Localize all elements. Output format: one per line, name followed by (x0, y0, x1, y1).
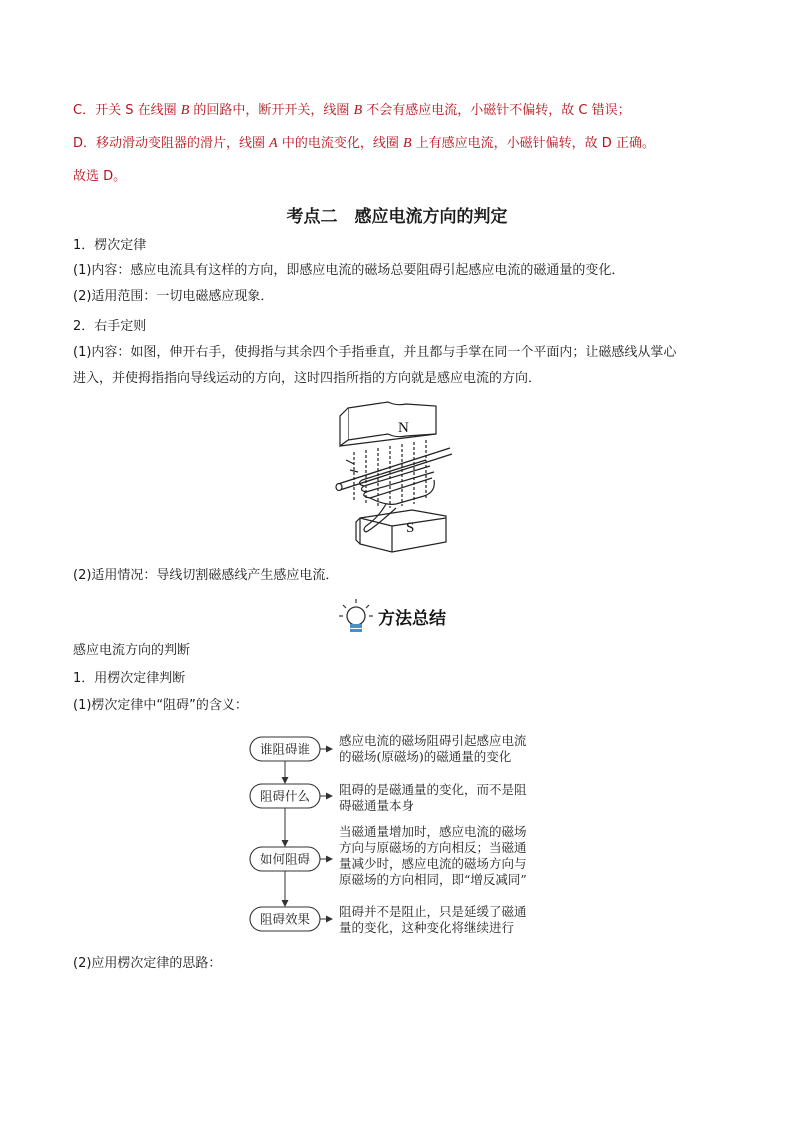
flow-description-line: 方向与原磁场的方向相反；当磁通 (339, 840, 527, 855)
right-hand-rule-content-2: 进入，并使拇指指向导线运动的方向，这时四指所指的方向就是感应电流的方向． (73, 371, 542, 386)
lenz-law-content: (1)内容：感应电流具有这样的方向，即感应电流的磁场总要阻碍引起感应电流的磁通量的变化． (73, 263, 625, 278)
text-fragment: 上有感应电流，小磁针偏转，故 D 正确。 (411, 136, 655, 151)
text-fragment: 不会有感应电流，小磁针不偏转，故 C 错误； (362, 103, 631, 118)
variable-b: B (353, 103, 363, 118)
flow-description-line: 当磁通量增加时，感应电流的磁场 (339, 824, 527, 839)
right-hand-rule-content-1: (1)内容：如图，伸开右手，使拇指与其余四个手指垂直，并且都与手掌在同一个平面内；让磁感线从掌心 (73, 345, 677, 360)
flow-description-line: 碍磁通量本身 (339, 798, 415, 813)
lenz-hindrance-flowchart (245, 730, 555, 945)
lenz-law-scope: (2)适用范围：一切电磁感应现象． (73, 289, 274, 304)
text-fragment: 的回路中，断开开关，线圈 (189, 103, 354, 118)
variable-a: A (269, 136, 278, 151)
right-hand-rule-usage: (2)适用情况：导线切割磁感线产生感应电流． (73, 568, 339, 583)
flow-description-line: 阻碍的是磁通量的变化，而不是阻 (339, 782, 527, 797)
variable-b: B (402, 136, 412, 151)
flow-description-line: 阻碍并不是阻止，只是延缓了磁通 (339, 904, 527, 919)
flow-description-line: 感应电流的磁场阻碍引起感应电流 (339, 733, 527, 748)
flow-description-line: 的磁场(原磁场)的磁通量的变化 (339, 749, 512, 764)
answer-choice: 故选 D。 (73, 169, 127, 184)
flow-node-label: 阻碍什么 (259, 788, 311, 804)
lenz-law-title: 1．楞次定律 (73, 238, 147, 253)
lightbulb-icon (338, 598, 374, 634)
answer-line-c (73, 102, 631, 120)
flow-node-label: 如何阻碍 (259, 851, 311, 867)
text-fragment: D．移动滑动变阻器的滑片，线圈 (73, 136, 270, 151)
method-summary-title: 方法总结 (378, 608, 446, 629)
text-fragment: 中的电流变化，线圈 (277, 136, 403, 151)
flow-node-label: 阻碍效果 (259, 911, 311, 927)
section-heading: 考点二 感应电流方向的判定 (286, 207, 508, 227)
method-item-2-sub: (2)应用楞次定律的思路： (73, 956, 222, 971)
method-item-1: 1．用楞次定律判断 (73, 671, 186, 686)
flow-description-line: 量的变化，这种变化将继续进行 (339, 920, 515, 935)
variable-b: B (180, 103, 190, 118)
magnet-south-label: S (406, 520, 415, 536)
method-summary-banner (338, 598, 446, 634)
method-item-1-sub: (1)楞次定律中“阻碍”的含义： (73, 698, 248, 713)
answer-line-d (73, 135, 655, 153)
flow-description-line: 量减少时，感应电流的磁场方向与 (339, 856, 527, 871)
flow-description-line: 原磁场的方向相同，即“增反减同” (339, 872, 527, 887)
method-subtitle: 感应电流方向的判断 (73, 643, 191, 658)
magnet-north-label: N (398, 420, 409, 436)
text-fragment: C．开关 S 在线圈 (73, 103, 181, 118)
right-hand-rule-figure (326, 400, 458, 558)
right-hand-rule-title: 2．右手定则 (73, 319, 147, 334)
flow-node-label: 谁阻碍谁 (259, 741, 311, 757)
